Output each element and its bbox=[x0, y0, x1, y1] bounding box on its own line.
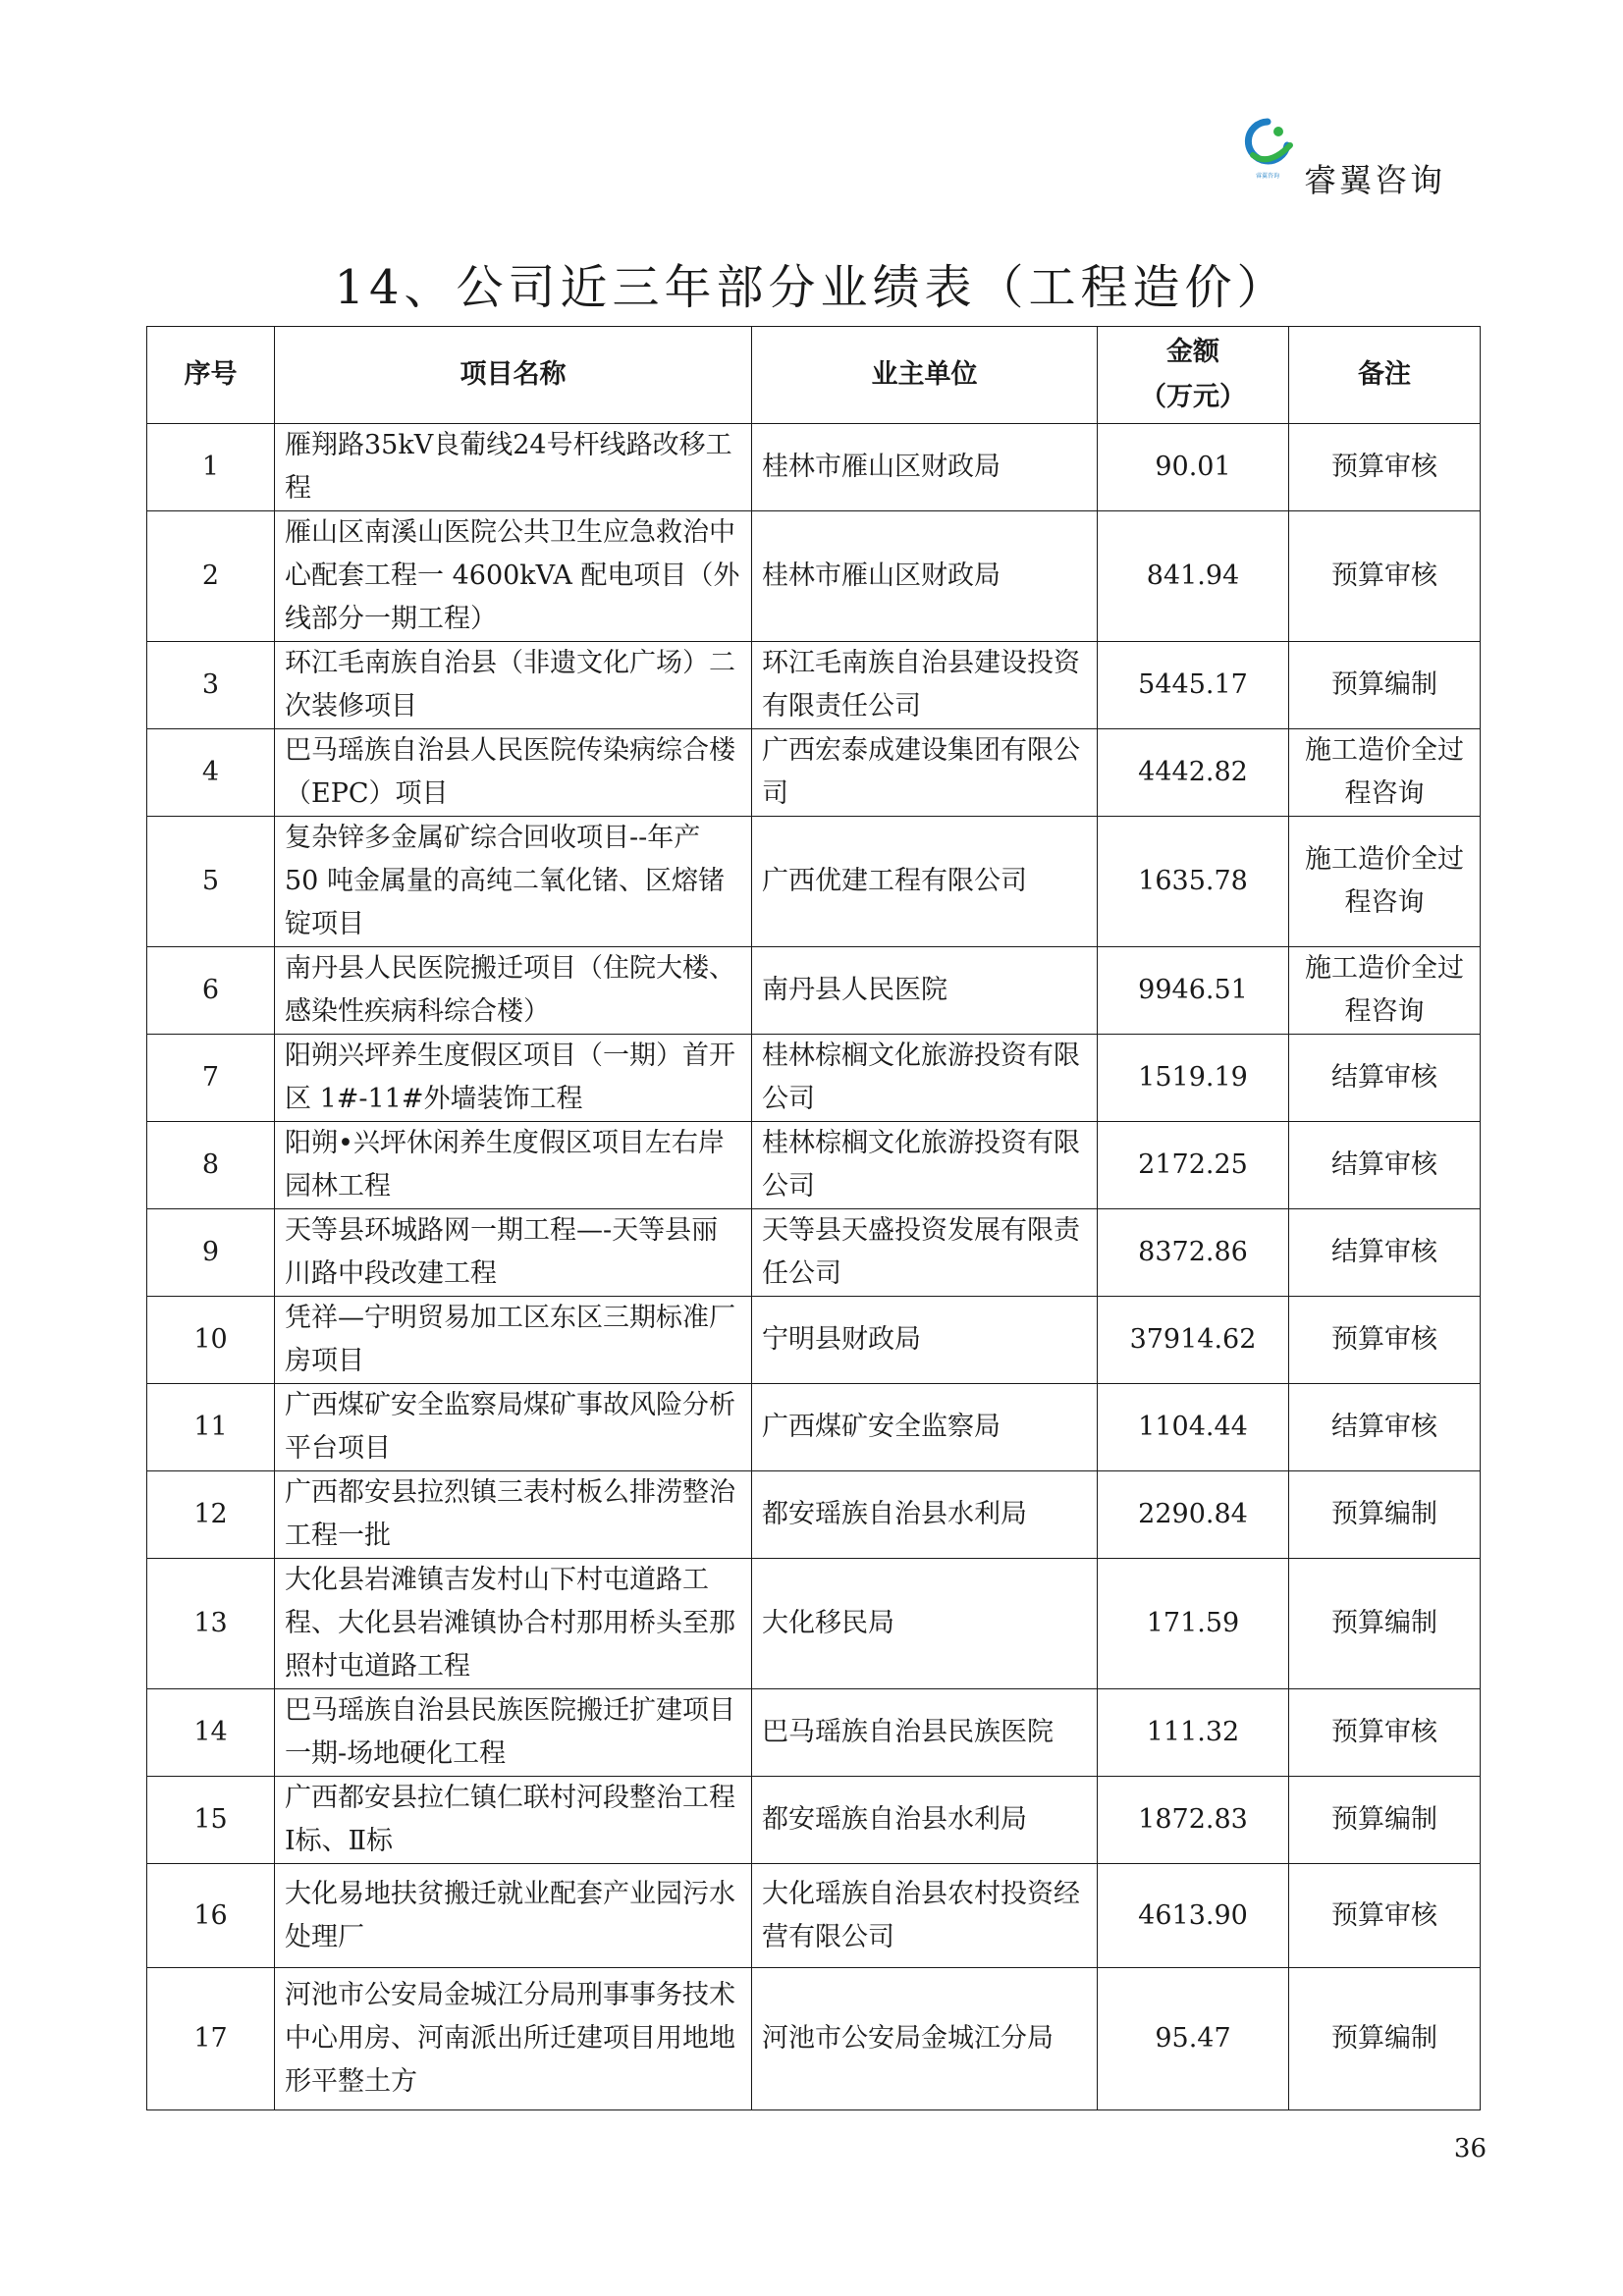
cell-owner: 广西优建工程有限公司 bbox=[752, 817, 1098, 947]
cell-project: 广西都安县拉仁镇仁联村河段整治工程Ⅰ标、Ⅱ标 bbox=[275, 1777, 752, 1864]
cell-owner: 大化瑶族自治县农村投资经营有限公司 bbox=[752, 1864, 1098, 1968]
cell-owner: 天等县天盛投资发展有限责任公司 bbox=[752, 1209, 1098, 1297]
cell-amount: 171.59 bbox=[1098, 1559, 1289, 1689]
company-logo-icon bbox=[1239, 116, 1296, 181]
cell-amount: 95.47 bbox=[1098, 1968, 1289, 2110]
cell-no: 6 bbox=[147, 947, 275, 1035]
cell-project: 凭祥—宁明贸易加工区东区三期标准厂房项目 bbox=[275, 1297, 752, 1384]
cell-no: 13 bbox=[147, 1559, 275, 1689]
cell-note: 结算审核 bbox=[1289, 1209, 1481, 1297]
cell-note: 施工造价全过程咨询 bbox=[1289, 947, 1481, 1035]
cell-owner: 桂林市雁山区财政局 bbox=[752, 424, 1098, 511]
table-row bbox=[147, 729, 1481, 817]
cell-note: 预算编制 bbox=[1289, 1968, 1481, 2110]
page-header bbox=[1239, 116, 1475, 204]
cell-amount: 1104.44 bbox=[1098, 1384, 1289, 1471]
logo-text: 睿翼咨询 bbox=[1255, 173, 1280, 180]
cell-amount: 8372.86 bbox=[1098, 1209, 1289, 1297]
cell-note: 预算审核 bbox=[1289, 1689, 1481, 1777]
cell-amount: 4613.90 bbox=[1098, 1864, 1289, 1968]
cell-amount: 37914.62 bbox=[1098, 1297, 1289, 1384]
page-number: 36 bbox=[1453, 2134, 1487, 2163]
cell-owner: 都安瑶族自治县水利局 bbox=[752, 1777, 1098, 1864]
cell-no: 17 bbox=[147, 1968, 275, 2110]
cell-amount: 1635.78 bbox=[1098, 817, 1289, 947]
cell-project: 南丹县人民医院搬迁项目（住院大楼、感染性疾病科综合楼） bbox=[275, 947, 752, 1035]
cell-project: 雁翔路35kV良葡线24号杆线路改移工程 bbox=[275, 424, 752, 511]
cell-project: 雁山区南溪山医院公共卫生应急救治中心配套工程一 4600kVA 配电项目（外线部分一期工程） bbox=[275, 511, 752, 642]
cell-amount: 111.32 bbox=[1098, 1689, 1289, 1777]
table-row bbox=[147, 817, 1481, 947]
table-row bbox=[147, 424, 1481, 511]
cell-no: 16 bbox=[147, 1864, 275, 1968]
table-row bbox=[147, 1384, 1481, 1471]
table-row bbox=[147, 1297, 1481, 1384]
cell-no: 2 bbox=[147, 511, 275, 642]
table-row bbox=[147, 642, 1481, 729]
cell-no: 4 bbox=[147, 729, 275, 817]
cell-amount: 90.01 bbox=[1098, 424, 1289, 511]
cell-project: 广西都安县拉烈镇三表村板么排涝整治工程一批 bbox=[275, 1471, 752, 1559]
cell-amount: 9946.51 bbox=[1098, 947, 1289, 1035]
cell-project: 复杂锌多金属矿综合回收项目--年产 50 吨金属量的高纯二氧化锗、区熔锗锭项目 bbox=[275, 817, 752, 947]
cell-owner: 桂林市雁山区财政局 bbox=[752, 511, 1098, 642]
cell-project: 巴马瑶族自治县民族医院搬迁扩建项目一期-场地硬化工程 bbox=[275, 1689, 752, 1777]
cell-amount: 2172.25 bbox=[1098, 1122, 1289, 1209]
column-header-project: 项目名称 bbox=[275, 327, 752, 424]
cell-no: 12 bbox=[147, 1471, 275, 1559]
table-row bbox=[147, 1122, 1481, 1209]
cell-project: 天等县环城路网一期工程—-天等县丽川路中段改建工程 bbox=[275, 1209, 752, 1297]
cell-project: 大化县岩滩镇吉发村山下村屯道路工程、大化县岩滩镇协合村那用桥头至那照村屯道路工程 bbox=[275, 1559, 752, 1689]
column-header-amount bbox=[1098, 327, 1289, 424]
page-title: 14、公司近三年部分业绩表（工程造价） bbox=[334, 260, 1289, 315]
cell-no: 10 bbox=[147, 1297, 275, 1384]
cell-amount: 2290.84 bbox=[1098, 1471, 1289, 1559]
table-row bbox=[147, 947, 1481, 1035]
cell-no: 15 bbox=[147, 1777, 275, 1864]
cell-project: 广西煤矿安全监察局煤矿事故风险分析平台项目 bbox=[275, 1384, 752, 1471]
cell-note: 施工造价全过程咨询 bbox=[1289, 817, 1481, 947]
cell-amount: 841.94 bbox=[1098, 511, 1289, 642]
cell-amount: 4442.82 bbox=[1098, 729, 1289, 817]
cell-no: 11 bbox=[147, 1384, 275, 1471]
cell-note: 预算编制 bbox=[1289, 1471, 1481, 1559]
cell-owner: 广西宏泰成建设集团有限公司 bbox=[752, 729, 1098, 817]
cell-amount: 1872.83 bbox=[1098, 1777, 1289, 1864]
table-body bbox=[147, 424, 1481, 2110]
cell-note: 预算审核 bbox=[1289, 511, 1481, 642]
cell-owner: 巴马瑶族自治县民族医院 bbox=[752, 1689, 1098, 1777]
column-header-amount-label: 金额 bbox=[1166, 337, 1219, 367]
cell-note: 结算审核 bbox=[1289, 1384, 1481, 1471]
table-row bbox=[147, 1471, 1481, 1559]
cell-note: 预算审核 bbox=[1289, 1864, 1481, 1968]
cell-owner: 南丹县人民医院 bbox=[752, 947, 1098, 1035]
cell-owner: 宁明县财政局 bbox=[752, 1297, 1098, 1384]
cell-note: 预算编制 bbox=[1289, 1559, 1481, 1689]
brand-name: 睿翼咨询 bbox=[1304, 161, 1445, 199]
cell-no: 7 bbox=[147, 1035, 275, 1122]
column-header-owner: 业主单位 bbox=[752, 327, 1098, 424]
cell-owner: 都安瑶族自治县水利局 bbox=[752, 1471, 1098, 1559]
table-row bbox=[147, 1968, 1481, 2110]
cell-project: 巴马瑶族自治县人民医院传染病综合楼（EPC）项目 bbox=[275, 729, 752, 817]
cell-no: 14 bbox=[147, 1689, 275, 1777]
cell-amount: 5445.17 bbox=[1098, 642, 1289, 729]
cell-note: 结算审核 bbox=[1289, 1122, 1481, 1209]
cell-project: 阳朔兴坪养生度假区项目（一期）首开区 1#-11#外墙装饰工程 bbox=[275, 1035, 752, 1122]
cell-owner: 桂林棕榈文化旅游投资有限公司 bbox=[752, 1122, 1098, 1209]
cell-owner: 大化移民局 bbox=[752, 1559, 1098, 1689]
cell-no: 9 bbox=[147, 1209, 275, 1297]
table-row bbox=[147, 1035, 1481, 1122]
cell-project: 环江毛南族自治县（非遗文化广场）二次装修项目 bbox=[275, 642, 752, 729]
cell-no: 3 bbox=[147, 642, 275, 729]
column-header-amount-unit: （万元） bbox=[1140, 382, 1246, 412]
cell-no: 5 bbox=[147, 817, 275, 947]
table-row bbox=[147, 1209, 1481, 1297]
cell-no: 8 bbox=[147, 1122, 275, 1209]
cell-owner: 环江毛南族自治县建设投资有限责任公司 bbox=[752, 642, 1098, 729]
cell-note: 预算审核 bbox=[1289, 424, 1481, 511]
column-header-no: 序号 bbox=[147, 327, 275, 424]
table-header-row bbox=[147, 327, 1481, 424]
table-row bbox=[147, 511, 1481, 642]
cell-project: 河池市公安局金城江分局刑事事务技术中心用房、河南派出所迁建项目用地地形平整土方 bbox=[275, 1968, 752, 2110]
cell-owner: 广西煤矿安全监察局 bbox=[752, 1384, 1098, 1471]
table-row bbox=[147, 1689, 1481, 1777]
cell-note: 预算编制 bbox=[1289, 1777, 1481, 1864]
cell-owner: 桂林棕榈文化旅游投资有限公司 bbox=[752, 1035, 1098, 1122]
cell-note: 预算审核 bbox=[1289, 1297, 1481, 1384]
performance-table bbox=[146, 326, 1481, 2110]
cell-amount: 1519.19 bbox=[1098, 1035, 1289, 1122]
cell-project: 阳朔•兴坪休闲养生度假区项目左右岸园林工程 bbox=[275, 1122, 752, 1209]
table-row bbox=[147, 1559, 1481, 1689]
cell-no: 1 bbox=[147, 424, 275, 511]
table-row bbox=[147, 1864, 1481, 1968]
cell-note: 预算编制 bbox=[1289, 642, 1481, 729]
cell-owner: 河池市公安局金城江分局 bbox=[752, 1968, 1098, 2110]
column-header-note: 备注 bbox=[1289, 327, 1481, 424]
cell-note: 结算审核 bbox=[1289, 1035, 1481, 1122]
cell-note: 施工造价全过程咨询 bbox=[1289, 729, 1481, 817]
table-row bbox=[147, 1777, 1481, 1864]
cell-project: 大化易地扶贫搬迁就业配套产业园污水处理厂 bbox=[275, 1864, 752, 1968]
